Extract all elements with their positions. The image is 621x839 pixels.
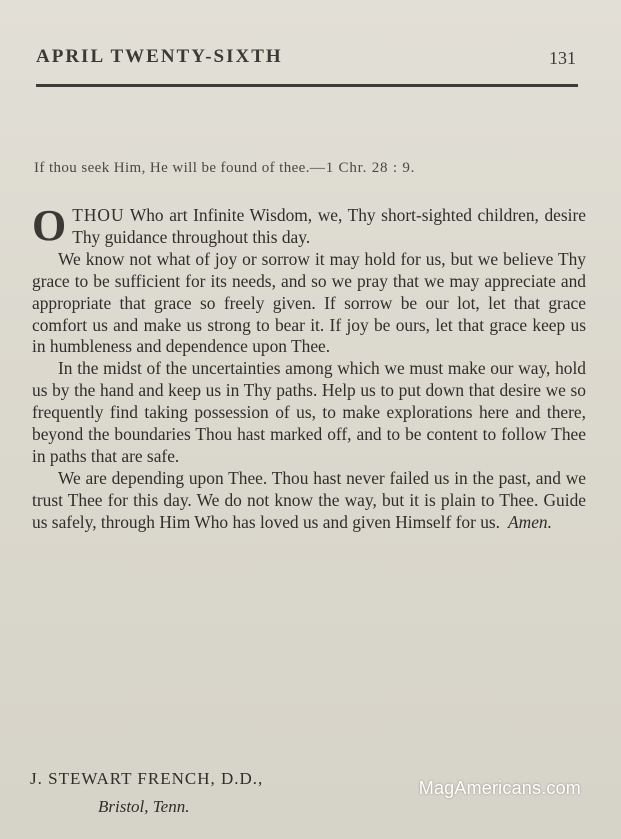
paragraph-text: We know not what of joy or sorrow it may hold for us, but we believe Thy grace to be sufficient for its needs, and so we pray that we may appreciate and appropriate that grace so freely given. If sorrow be our lot, let that grace comfort us and make us strong to bear it. If joy be ours, let that grace keep us in humbleness and dependence upon Thee. [32, 248, 586, 357]
closing-amen: Amen. [508, 511, 552, 532]
drop-cap: O [32, 201, 67, 250]
header-rule [36, 84, 578, 87]
paragraph-text: In the midst of the uncertainties among which we must make our way, hold us by the hand and keep us in Thy paths. Help us to put down that desire we so frequently find taking possession of us, to make explorations here and there, beyond the boundaries Thou hast marked off, and to be content to follow Thee in paths that are safe. [32, 358, 586, 466]
prayer-body [32, 201, 586, 534]
author-place: Bristol, Tenn. [98, 797, 190, 816]
page-title: APRIL TWENTY-SIXTH [36, 46, 283, 67]
page-number: 131 [549, 48, 576, 68]
prayer-paragraph [32, 468, 586, 534]
scripture-epigraph [34, 160, 594, 177]
paragraph-text: Who art Infinite Wisdom, we, Thy short-sighted children, desire Thy guidance throughout this day. [72, 205, 586, 247]
author-name: J. STEWART FRENCH, D.D., [30, 769, 264, 788]
prayer-paragraph [32, 358, 586, 468]
site-watermark: MagAmericans.com [418, 778, 581, 798]
opening-word: THOU [72, 205, 125, 225]
page-header [36, 46, 582, 70]
prayer-paragraph [32, 201, 586, 250]
prayer-paragraph [32, 249, 586, 359]
epigraph-text: If thou seek Him, He will be found of thee. [34, 160, 310, 176]
author-signature [30, 765, 390, 821]
epigraph-citation: —1 Chr. 28 : 9. [309, 160, 416, 176]
paragraph-text: We are depending upon Thee. Thou hast never failed us in the past, and we trust Thee for this day. We do not know the way, but it is plain to Thee. Guide us safely, through Him Who has loved us and given Himself for us. [32, 467, 586, 532]
